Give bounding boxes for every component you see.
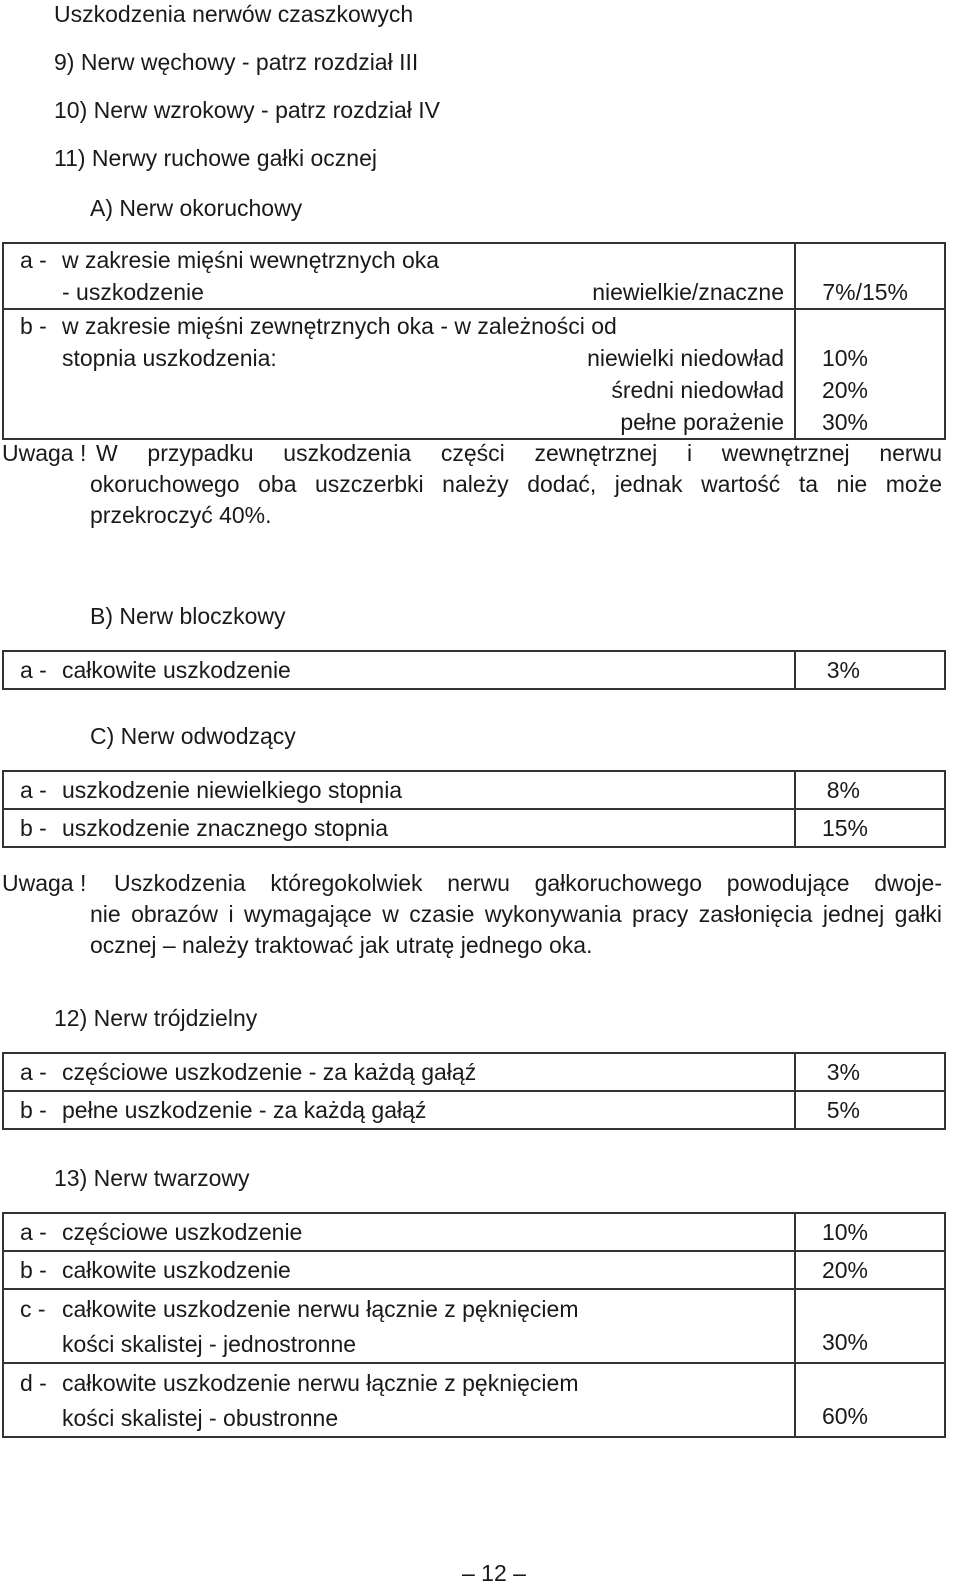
table-row: b - całkowite uszkodzenie 20% [3, 1251, 945, 1289]
note-label: Uwaga ! [2, 870, 87, 896]
section-a-title: A) Nerw okoruchowy [90, 195, 303, 221]
value: 30% [821, 409, 868, 435]
table-row: d - całkowite uszkodzenie nerwu łącznie z pęknięciem kości skalistej - obustronne 60% [3, 1363, 945, 1437]
note-label: Uwaga ! [2, 440, 87, 466]
table-row: b - w zakresie mięśni zewnętrznych oka - w zależności od stopnia uszkodzenia: niewielki niedowład średni niedowład pełne porażenie 10% 20% 30% [3, 309, 945, 439]
item-9: 9) Nerw węchowy - patrz rozdział III [54, 49, 419, 75]
table-row: a - całkowite uszkodzenie 3% [3, 651, 945, 689]
table-row: b - pełne uszkodzenie - za każdą gałąź 5% [3, 1091, 945, 1129]
value: 10% [821, 345, 868, 371]
value: 7%/15% [822, 279, 908, 305]
table-a [2, 242, 946, 440]
value: 30% [821, 1329, 868, 1355]
value: 3% [826, 1059, 860, 1085]
section-b-title: B) Nerw bloczkowy [90, 603, 286, 629]
value: 3% [826, 657, 860, 683]
value: 5% [826, 1097, 860, 1123]
value: 8% [826, 777, 860, 803]
table-13 [2, 1212, 946, 1438]
page-heading: Uszkodzenia nerwów czaszkowych [54, 1, 414, 27]
note-c: Uwaga ! Uszkodzenia któregokolwiek nerwu gałkoruchowego powodujące dwoje- nie obrazów i wymagające w czasie wykonywania pracy zasłonięcia jednej gałki ocznej – należy traktować jak utratę jednego oka. [2, 870, 942, 958]
table-row: a - częściowe uszkodzenie - za każdą gałąź 3% [3, 1053, 945, 1091]
table-row: b - uszkodzenie znacznego stopnia 15% [3, 809, 945, 847]
table-row: c - całkowite uszkodzenie nerwu łącznie z pęknięciem kości skalistej - jednostronne 30% [3, 1289, 945, 1363]
section-13-title: 13) Nerw twarzowy [54, 1165, 250, 1191]
item-10: 10) Nerw wzrokowy - patrz rozdział IV [54, 97, 440, 123]
page-number: – 12 – [462, 1560, 526, 1586]
table-row: a - w zakresie mięśni wewnętrznych oka - uszkodzenie niewielkie/znaczne 7%/15% [3, 243, 945, 309]
table-12 [2, 1052, 946, 1130]
table-row: a - częściowe uszkodzenie 10% [3, 1213, 945, 1251]
item-11: 11) Nerwy ruchowe gałki ocznej [54, 145, 377, 171]
note-a: Uwaga ! W przypadku uszkodzenia części zewnętrznej i wewnętrznej nerwu okoruchowego oba uszczerbki należy dodać, jednak wartość ta nie może przekroczyć 40%. [2, 440, 942, 528]
value: 10% [821, 1219, 868, 1245]
section-12-title: 12) Nerw trójdzielny [54, 1005, 258, 1031]
value: 20% [821, 377, 868, 403]
table-b [2, 650, 946, 690]
section-c-title: C) Nerw odwodzący [90, 723, 296, 749]
value: 20% [821, 1257, 868, 1283]
table-row: a - uszkodzenie niewielkiego stopnia 8% [3, 771, 945, 809]
value: 60% [821, 1403, 868, 1429]
value: 15% [821, 815, 868, 841]
table-c [2, 770, 946, 848]
